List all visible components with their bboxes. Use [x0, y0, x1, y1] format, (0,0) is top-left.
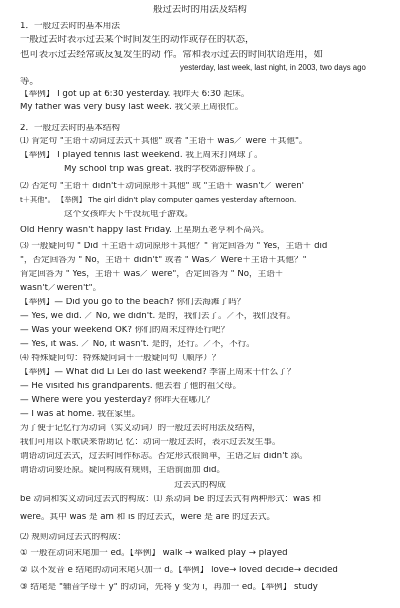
text-line: ⑴ 肯定句 "主语＋动词过去式＋其他" 或者 "主语＋ was／ were ＋其他"。: [20, 137, 308, 146]
example-line: — I was at home. 我在家里。: [20, 410, 141, 419]
example-line: My school trip was great. 我的学校郊游棒极了。: [64, 165, 261, 174]
section-heading: 1．一般过去时的基本用法: [20, 22, 120, 31]
text-line: 谓语动词要还原。疑问构成有规则，主语前面加 did。: [20, 466, 226, 475]
list-item: ② 以不发音 e 结尾的动词末尾只加一 d。【举例】 love→ loved decide→ decided: [20, 566, 338, 575]
example-line: 这个女孩昨天下午没玩电子游戏。: [64, 210, 193, 219]
text-line: ⑵ 规则动词过去式的构成：: [20, 533, 126, 542]
text-line: 谓语动词过去式，过去时间作标志。否定形式很简单，主语之后 didn't 添。: [20, 452, 308, 461]
text-line: 为了便于记忆行为动词（实义动词）的一般过去时用法及结构，: [20, 424, 261, 433]
text-line: 也可表示过去经常或反复发生的动 作。常和表示过去的时间状语连用，如: [20, 50, 323, 60]
section-heading: 2．一般过去时的基本结构: [20, 124, 120, 133]
example-line: — Was your weekend OK? 你们的周末过得还行吧？: [20, 326, 230, 335]
text-line: t＋其他"。 【举例】 The girl didn't play computer games yesterday afternoon.: [20, 196, 297, 204]
text-line: ⑶ 一般疑问句 " Did ＋主语＋动词原形＋其他？" 肯定回答为 " Yes，主语＋ did: [20, 242, 328, 251]
text-line: wasn't／weren't"。: [20, 284, 102, 293]
example-line: — Where were you yesterday? 你昨天在哪儿？: [20, 396, 215, 405]
text-line: be 动词和实义动词过去式的构成：⑴ 系动词 be 的过去式有两种形式：was 和: [20, 495, 322, 504]
text-line: "，否定回答为 " No，主语＋ didn't" 或者 " Was／ Were＋主语＋其他？": [20, 256, 307, 265]
list-item: ③ 结尾是 "辅音字母＋ y" 的动词，先将 y 变为 i，再加一 ed。【举例】 study: [20, 583, 318, 592]
example-line: 【举例】 I played tennis last weekend. 我上周末打网球了。: [20, 151, 263, 160]
text-line: 一般过去时表示过去某个时间发生的动作或存在的状态，: [20, 35, 255, 45]
text-line: ⑵ 否定句 "主语＋ didn't＋动词原形＋其他" 或 "主语＋ wasn't／ weren': [20, 182, 305, 191]
example-line: 【举例】 I got up at 6:30 yesterday. 我昨天 6:30 起床。: [20, 90, 250, 99]
text-line: yesterday, last week, last night, in 2003, two days ago: [180, 64, 366, 72]
list-item: ① 一般在动词末尾加一 ed。【举例】 walk → walked play → played: [20, 549, 288, 558]
example-line: 【举例】— Did you go to the beach? 你们去海滩了吗？: [20, 298, 246, 307]
example-line: Old Henry wasn't happy last Friday. 上星期五老亨利不高兴。: [20, 226, 270, 235]
example-line: — Yes, it was. ／ No, it wasn't. 是的，还行。／不，不行。: [20, 340, 255, 349]
example-line: — He visited his grandparents. 他去看了他的祖父母。: [20, 382, 242, 391]
example-line: — Yes, we did. ／ No, we didn't. 是的，我们去了。／不，我们没有。: [20, 312, 296, 321]
example-line: My father was very busy last week. 我父亲上周很忙。: [20, 103, 244, 112]
page-title: 般过去时的用法及结构: [153, 5, 247, 15]
text-line: 我们可用以下歌诀来帮助记 忆：动词一般过去时，表示过去发生事。: [20, 438, 281, 447]
text-line: 等。: [20, 77, 39, 87]
example-line: 【举例】— What did Li Lei do last weekend? 李雷上周末干什么了？: [20, 368, 296, 377]
text-line: were。其中 was 是 am 和 is 的过去式，were 是 are 的过去式。: [20, 513, 276, 522]
text-line: ⑷ 特殊疑问句：特殊疑问词＋一般疑问句（顺序）？: [20, 354, 221, 363]
section-heading: 过去式的构成: [174, 481, 226, 490]
text-line: 肯定回答为 " Yes，主语＋ was／ were"，否定回答为 " No，主语＋: [20, 270, 284, 279]
